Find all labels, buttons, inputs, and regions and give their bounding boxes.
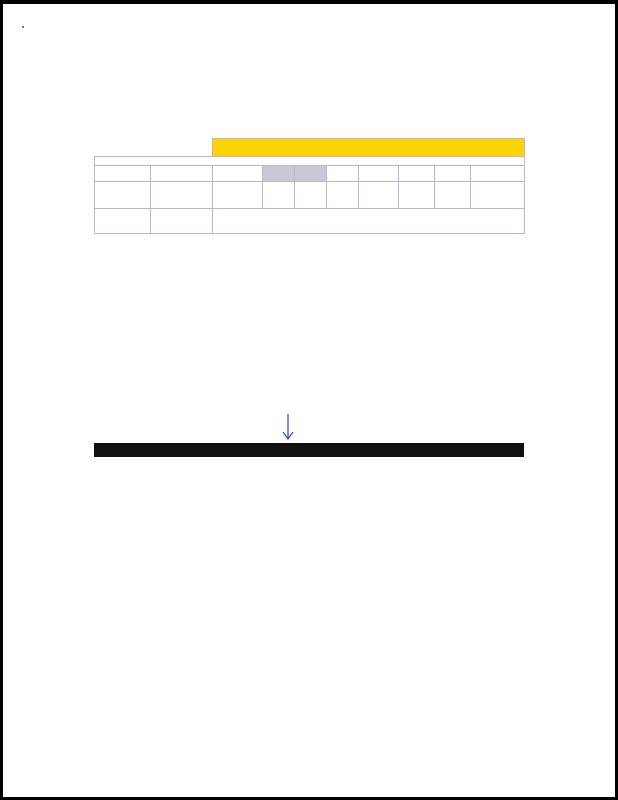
scan-artifact xyxy=(22,26,24,28)
page-border-left xyxy=(0,0,3,800)
table-note xyxy=(213,209,525,234)
plant-header-row xyxy=(95,166,525,182)
scan-black-bar xyxy=(94,443,524,457)
plant-header-ni-total xyxy=(263,166,295,182)
plant-header-ni-soluble xyxy=(295,166,327,182)
page-border-top xyxy=(0,0,618,4)
sum-flow xyxy=(213,182,263,209)
plant-header-label xyxy=(151,166,213,182)
table-title xyxy=(213,139,525,157)
plant-header-chloride xyxy=(471,166,525,182)
weekly-loads-table xyxy=(94,138,524,234)
down-arrow-icon xyxy=(282,414,294,440)
